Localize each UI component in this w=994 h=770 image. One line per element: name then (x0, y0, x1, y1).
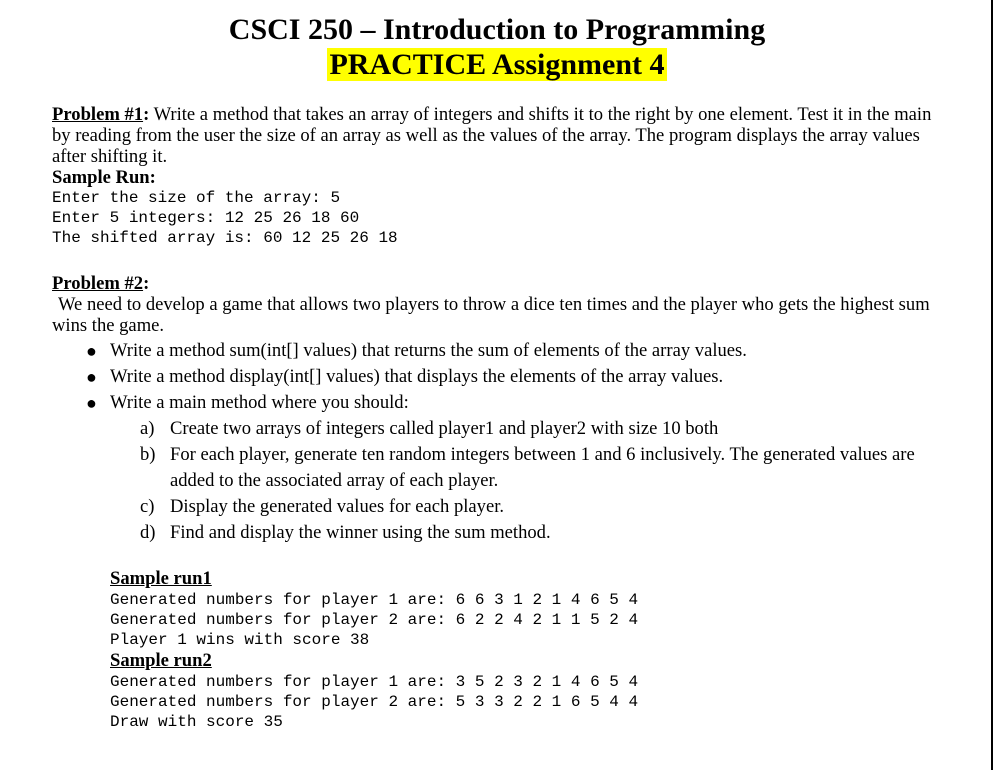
sample-line: Generated numbers for player 2 are: 5 3 3 2 2 1 6 5 4 4 (110, 693, 639, 711)
bullet-icon: ● (86, 341, 97, 361)
sample-line: Player 1 wins with score 38 (110, 631, 370, 649)
problem-1-sample-output (52, 188, 942, 248)
sample-run-2-label: Sample run2 (110, 650, 212, 671)
problem-2-step-list (52, 416, 942, 546)
problem-1-sample-label: Sample Run: (52, 167, 156, 188)
sample-line: The shifted array is: 60 12 25 26 18 (52, 229, 398, 247)
sample-line: Enter 5 integers: 12 25 26 18 60 (52, 209, 360, 227)
sample-line: Draw with score 35 (110, 713, 283, 731)
bullet-item: ● Write a main method where you should: (52, 390, 942, 416)
document-body (52, 104, 942, 732)
sample-run-1-label: Sample run1 (110, 568, 212, 589)
problem-2-label: Problem #2 (52, 273, 144, 294)
sample-run-2 (52, 650, 942, 732)
sample-line: Generated numbers for player 2 are: 6 2 2 4 2 1 1 5 2 4 (110, 611, 639, 629)
step-letter: b) (140, 444, 156, 465)
problem-1-label: Problem #1 (52, 104, 144, 125)
step-letter: d) (140, 522, 156, 543)
step-item: b) For each player, generate ten random integers between 1 and 6 inclusively. The generated values are added to the associated array of each player. (140, 444, 915, 491)
step-letter: a) (140, 418, 155, 439)
problem-1-text: Write a method that takes an array of integers and shifts it to the right by one element. Test it in the main by reading from the user the size of an array as well as the values of the array. The program displays the array values after shifting it. (52, 104, 932, 167)
problem-2-bullet-list (52, 338, 942, 416)
sample-line: Enter the size of the array: 5 (52, 189, 341, 207)
document-header (0, 12, 994, 81)
step-item: a) Create two arrays of integers called player1 and player2 with size 10 both (52, 416, 942, 442)
page-border-right (991, 0, 993, 770)
step-item: d) Find and display the winner using the sum method. (52, 520, 942, 546)
assignment-subtitle: PRACTICE Assignment 4 (329, 48, 665, 81)
bullet-icon: ● (86, 367, 97, 387)
problem-1-statement (52, 104, 942, 167)
document-title: CSCI 250 – Introduction to Programming (228, 13, 766, 46)
step-item: c) Display the generated values for each player. (52, 494, 942, 520)
sample-run-1 (52, 568, 942, 650)
problem-2-colon: : (143, 273, 150, 294)
step-letter: c) (140, 496, 155, 517)
sample-line: Generated numbers for player 1 are: 6 6 3 1 2 1 4 6 5 4 (110, 591, 639, 609)
problem-1-colon: : (143, 104, 150, 125)
sample-line: Generated numbers for player 1 are: 3 5 2 3 2 1 4 6 5 4 (110, 673, 639, 691)
bullet-item: ● Write a method sum(int[] values) that returns the sum of elements of the array values. (52, 338, 942, 364)
problem-2-heading (52, 273, 942, 294)
problem-2-intro: We need to develop a game that allows two players to throw a dice ten times and the player who gets the highest sum wins the game. (52, 294, 930, 336)
bullet-icon: ● (86, 393, 97, 413)
bullet-item: ● Write a method display(int[] values) that displays the elements of the array values. (52, 364, 942, 390)
